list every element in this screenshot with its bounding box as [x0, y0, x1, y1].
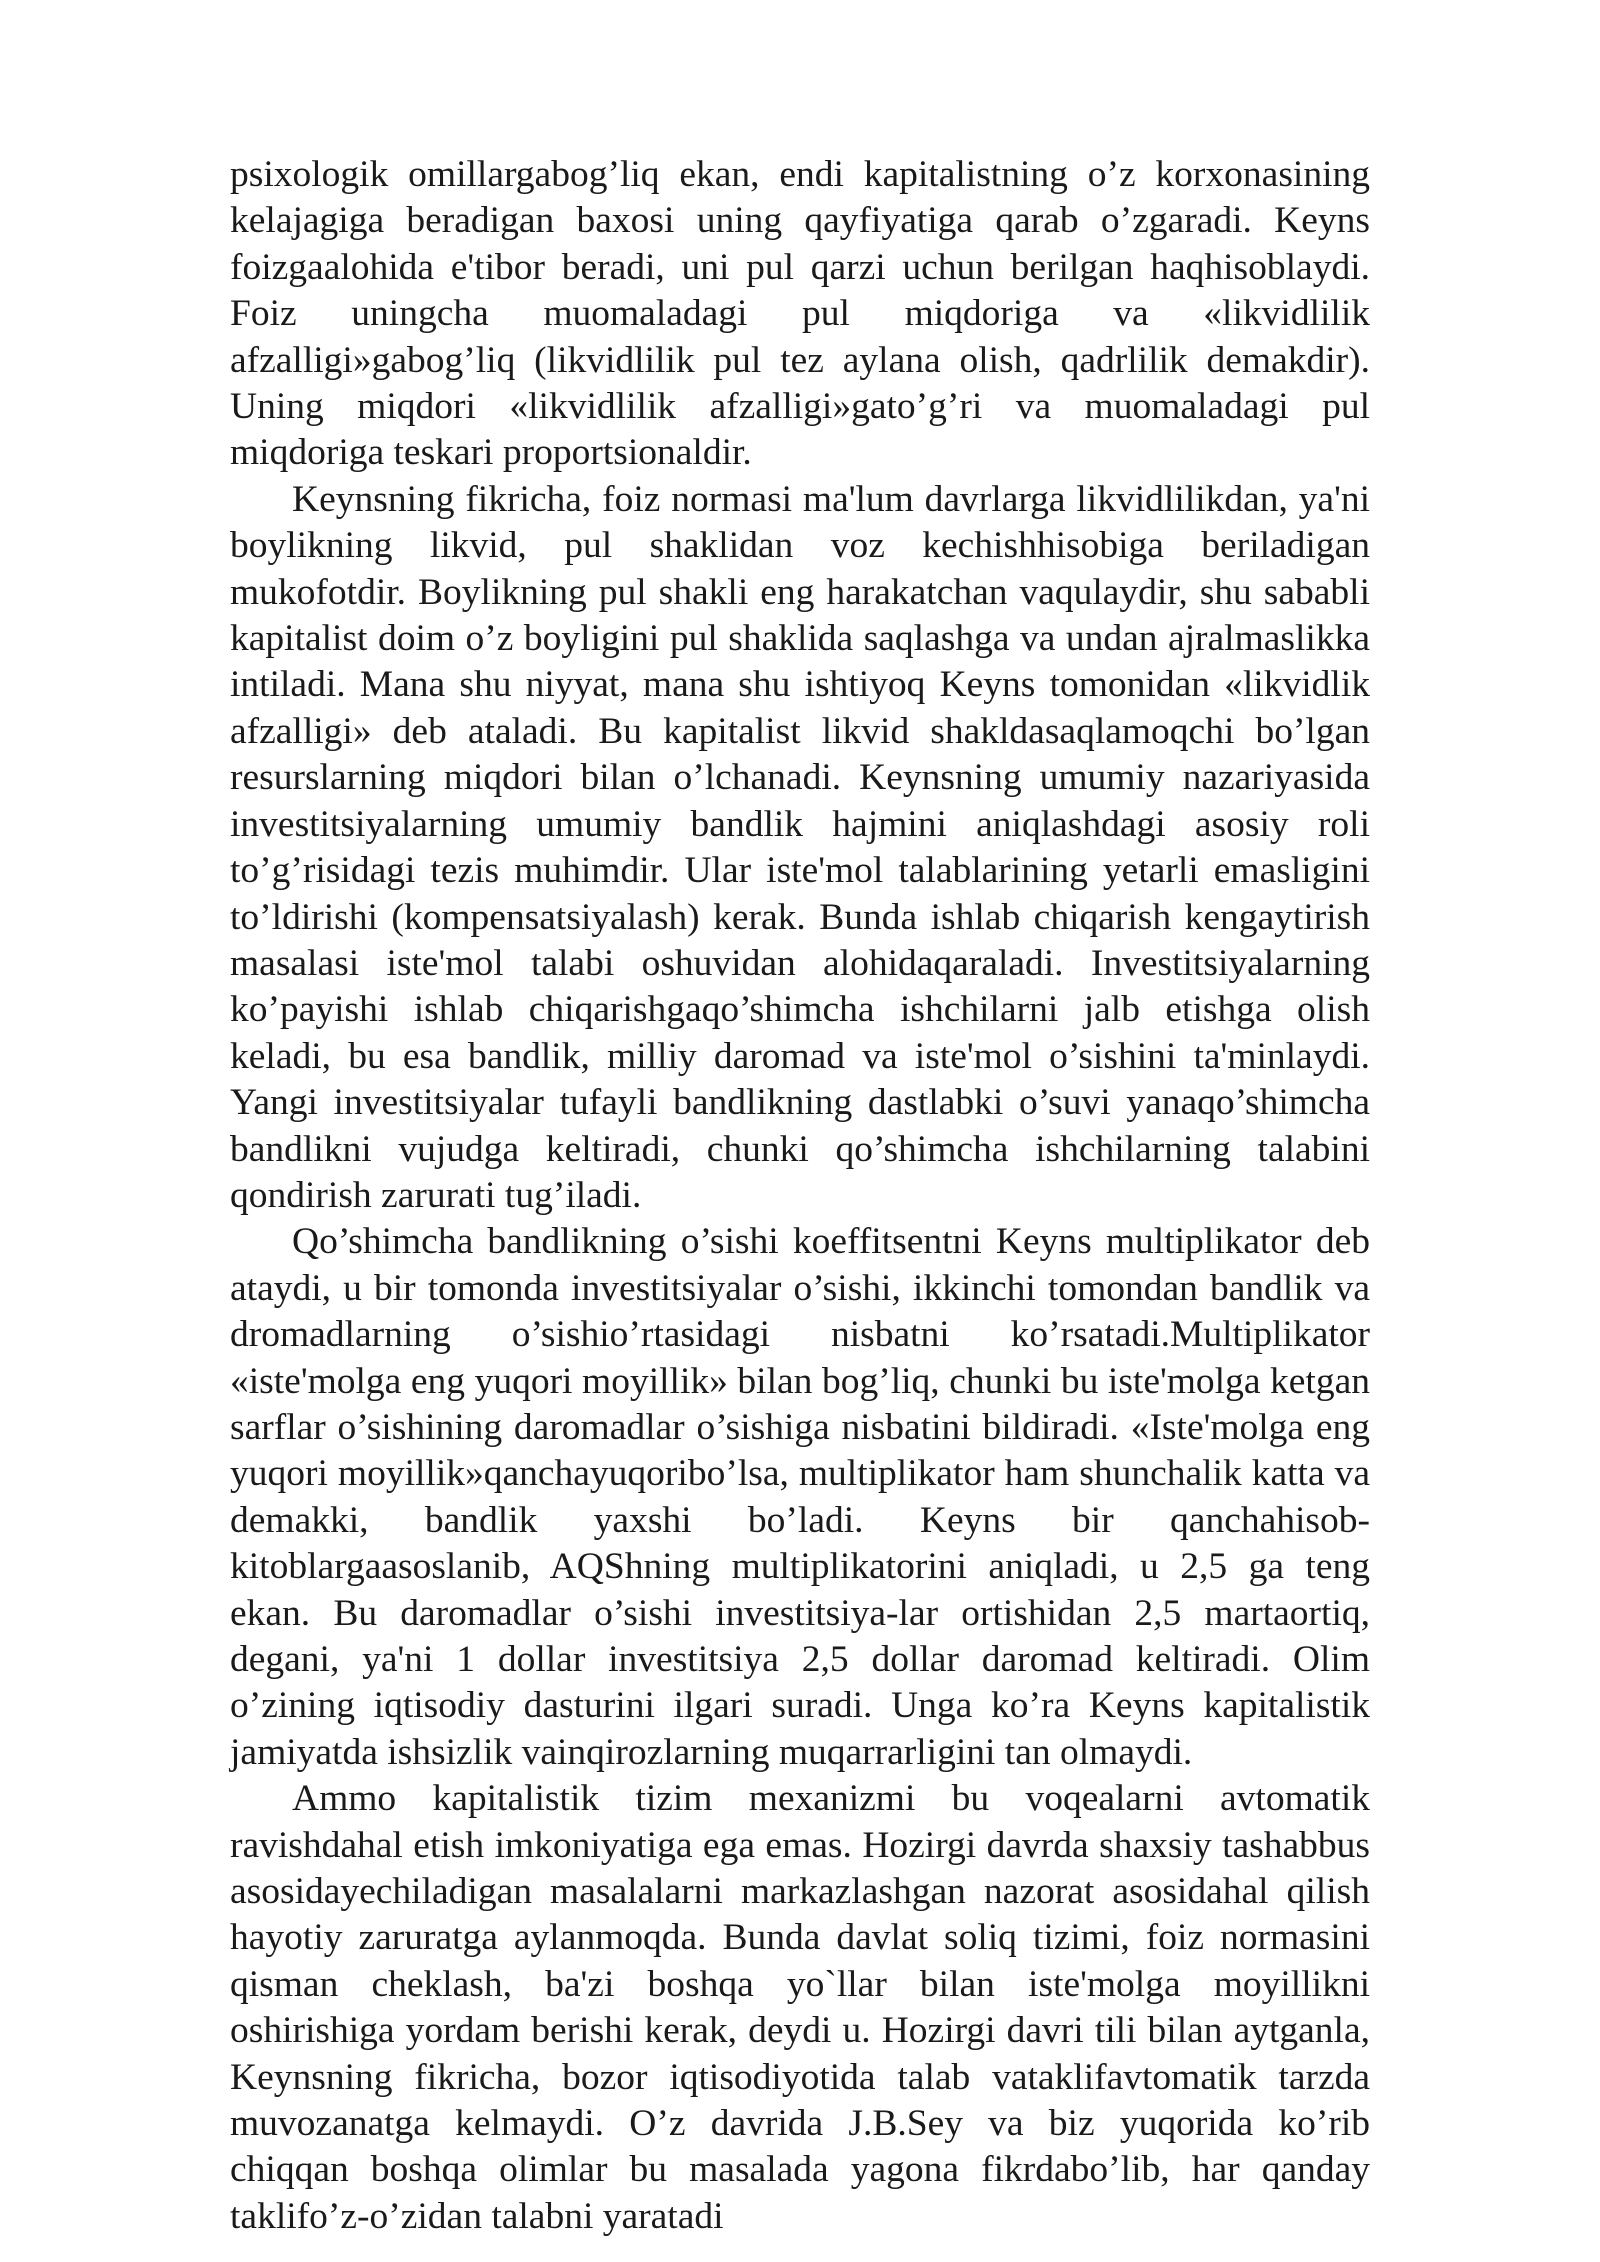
paragraph-2: Keynsning fikricha, foiz normasi ma'lum davrlarga likvidlilikdan, ya'ni boylikning likvid, pul shaklidan voz kechishhisobiga beriladigan mukofotdir. Boylikning pul shakli eng harakatchan vaqulaydir, shu sababli kapitalist doim o’z boyligini pul shaklida saqlashga va undan ajralmaslikka intiladi. Mana shu niyyat, mana shu ishtiyoq Keyns tomonidan «likvidlik afzalligi» deb ataladi. Bu kapitalist likvid shakldasaqlamoqchi bo’lgan resurslarning miqdori bilan o’lchanadi. Keynsning umumiy nazariyasida investitsiyalarning umumiy bandlik hajmini aniqlashdagi asosiy roli to’g’risidagi tezis muhimdir. Ular iste'mol talablarining yetarli emasligini to’ldirishi (kompensatsiyalash) kerak. Bunda ishlab chiqarish kengaytirish masalasi iste'mol talabi oshuvidan alohidaqaraladi. Investitsiyalarning ko’payishi ishlab chiqarishgaqo’shimcha ishchilarni jalb etishga olish keladi, bu esa bandlik, milliy daromad va iste'mol o’sishini ta'minlaydi. Yangi investitsiyalar tufayli bandlikning dastlabki o’suvi yanaqo’shimcha bandlikni vujudga keltiradi, chunki qo’shimcha ishchilarning talabini qondirish zarurati tug’iladi.	[230, 478, 1370, 1216]
paragraph-4: Ammo kapitalistik tizim mexanizmi bu voqealarni avtomatik ravishdahal etish imkoniyatiga ega emas. Hozirgi davrda shaxsiy tashabbus asosidayechiladigan masalalarni markazlashgan nazorat asosidahal qilish hayotiy zaruratga aylanmoqda. Bunda davlat soliq tizimi, foiz normasini qisman cheklash, ba'zi boshqa yo`llar bilan iste'molga moyillikni oshirishiga yordam berishi kerak, deydi u. Hozirgi davri tili bilan aytganla, Keynsning fikricha, bozor iqtisodiyotida talab vataklifavtomatik tarzda muvozanatga kelmaydi. O’z davrida J.B.Sey va biz yuqorida ko’rib chiqqan boshqa olimlar bu masalada yagona fikrdabo’lib, har qanday taklifo’z-o’zidan talabni yaratadi	[230, 1778, 1370, 2237]
paragraph-3: Qo’shimcha bandlikning o’sishi koeffitsentni Keyns multiplikator deb ataydi, u bir tomonda investitsiyalar o’sishi, ikkinchi tomondan bandlik va dromadlarning o’sishio’rtasidagi nisbatni ko’rsatadi.Multiplikator «iste'molga eng yuqori moyillik» bilan bog’liq, chunki bu iste'molga ketgan sarflar o’sishining daromadlar o’sishiga nisbatini bildiradi. «Iste'molga eng yuqori moyillik»qanchayuqoribo’lsa, multiplikator ham shunchalik katta va demakki, bandlik yaxshi bo’ladi. Keyns bir qanchahisob-kitoblargaasoslanib, AQShning multiplikatorini aniqladi, u 2,5 ga teng ekan. Bu daromadlar o’sishi investitsiya-lar ortishidan 2,5 martaortiq, degani, ya'ni 1 dollar investitsiya 2,5 dollar daromad keltiradi. Olim o’zining iqtisodiy dasturini ilgari suradi. Unga ko’ra Keyns kapitalistik jamiyatda ishsizlik vainqirozlarning muqarrarligini tan olmaydi.	[230, 1221, 1370, 1773]
paragraph-1: psixologik omillargabog’liq ekan, endi kapitalistning o’z korxonasining kelajagiga beradigan baxosi uning qayfiyatiga qarab o’zgaradi. Keyns foizgaalohida e'tibor beradi, uni pul qarzi uchun berilgan haqhisoblaydi. Foiz uningcha muomaladagi pul miqdoriga va «likvidlilik afzalligi»gabog’liq (likvidlilik pul tez aylana olish, qadrlilik demakdir). Uning miqdori «likvidlilik afzalligi»gato’g’ri va muomaladagi pul miqdoriga teskari proportsionaldir.	[230, 154, 1370, 474]
document-page	[230, 152, 1370, 2240]
